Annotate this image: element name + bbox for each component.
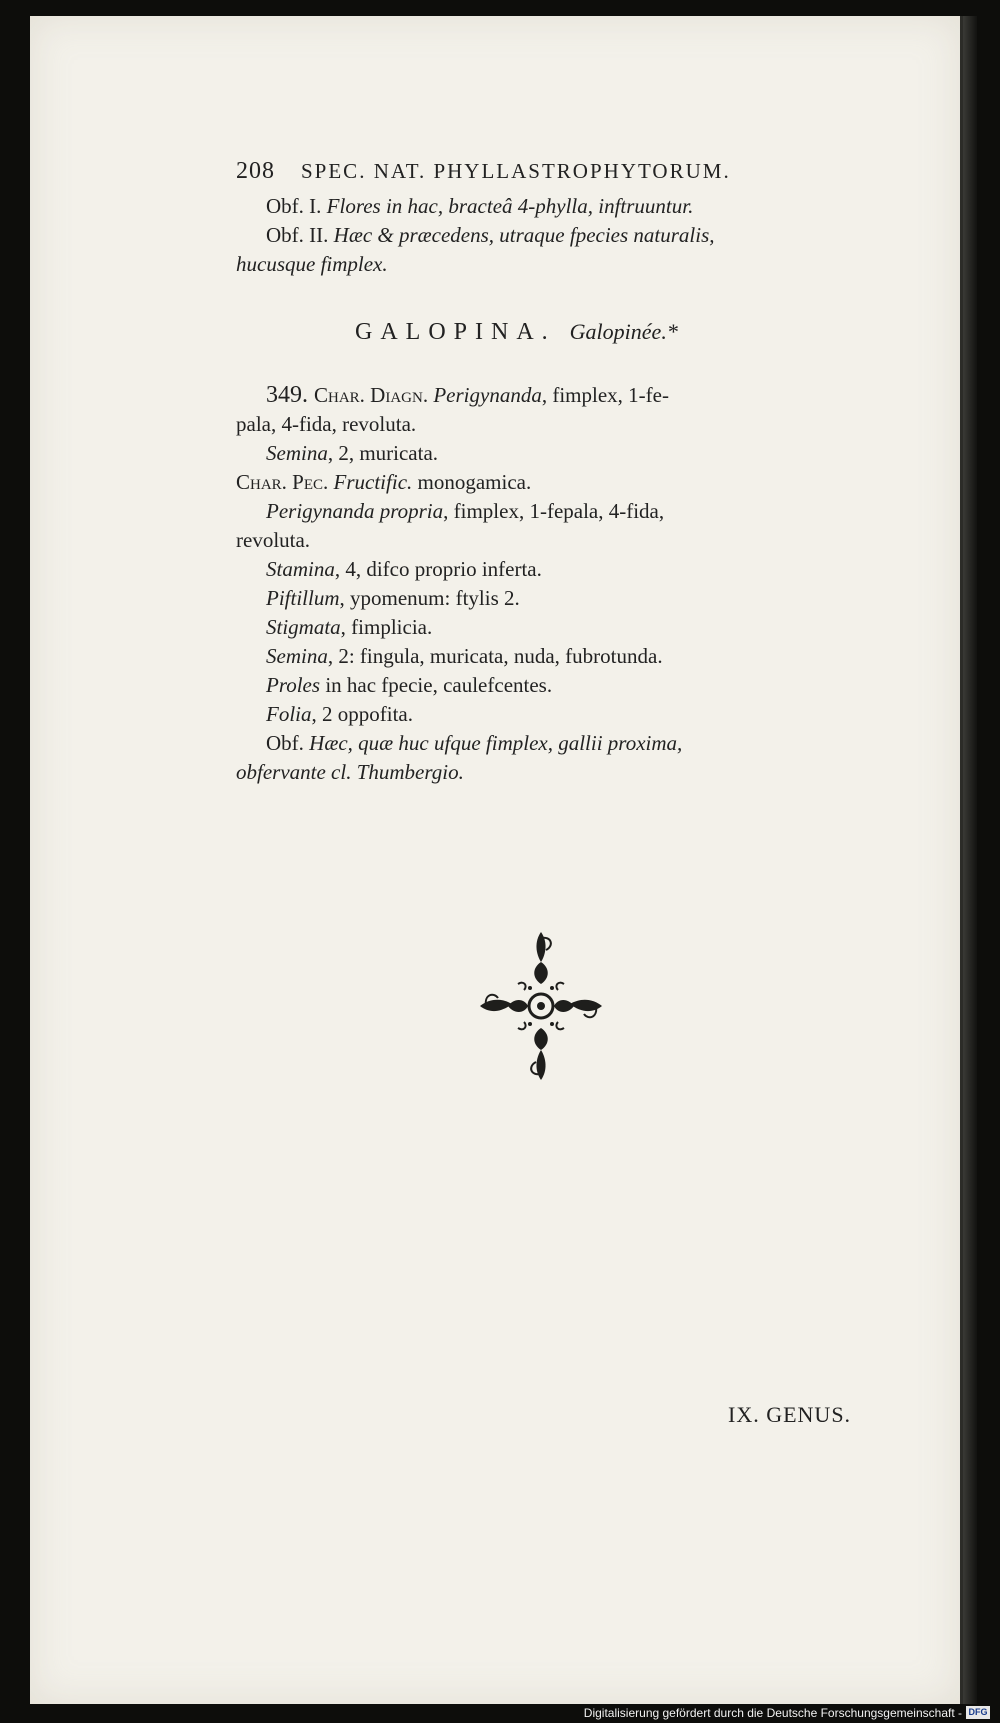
obs-line: hucusque fimplex. xyxy=(236,252,388,276)
obs-line: Obf. II. Hæc & præcedens, utraque fpecies naturalis, xyxy=(266,223,715,247)
body-line: obfervante cl. Thumbergio. xyxy=(236,760,464,784)
dfg-logo: DFG xyxy=(966,1706,990,1719)
body-line: Semina, 2, muricata. xyxy=(266,441,439,465)
genus-french: Galopinée.* xyxy=(569,319,678,344)
body-line: Obf. Hæc, quæ huc ufque fimplex, gallii proxima, xyxy=(266,731,683,755)
body-line: revoluta. xyxy=(236,528,311,552)
obs-line: Obf. I. Flores in hac, bracteâ 4-phylla, inftruuntur. xyxy=(266,194,694,218)
running-head xyxy=(236,157,731,185)
body-line: Perigynanda propria, fimplex, 1-fepala, 4-fida, xyxy=(266,499,665,523)
body-line: pala, 4-fida, revoluta. xyxy=(236,412,417,436)
funding-notice: Digitalisierung gefördert durch die Deutsche Forschungsgemeinschaft - xyxy=(583,1706,962,1720)
running-title: SPEC. NAT. PHYLLASTROPHYTORUM. xyxy=(301,159,731,183)
page-number: 208 xyxy=(236,158,275,184)
body-line: Proles in hac fpecie, caulefcentes. xyxy=(266,673,553,697)
body-line: Semina, 2: fingula, muricata, nuda, fubrotunda. xyxy=(266,644,663,668)
body-line: 349. Char. Diagn. Perigynanda, fimplex, 1-fe- xyxy=(266,382,669,408)
catchword: IX. GENUS. xyxy=(728,1402,852,1427)
fleuron-ornament-icon xyxy=(478,928,604,1084)
genus-heading xyxy=(355,318,678,346)
book-edge xyxy=(963,16,977,1704)
book-page xyxy=(30,16,963,1704)
body-line: Stamina, 4, difco proprio inferta. xyxy=(266,557,542,581)
body-line: Folia, 2 oppofita. xyxy=(266,702,413,726)
genus-latin: GALOPINA. xyxy=(355,319,556,345)
body-line: Piftillum, ypomenum: ftylis 2. xyxy=(266,586,520,610)
body-line: Stigmata, fimplicia. xyxy=(266,615,433,639)
body-line: Char. Pec. Fructific. monogamica. xyxy=(236,470,532,494)
